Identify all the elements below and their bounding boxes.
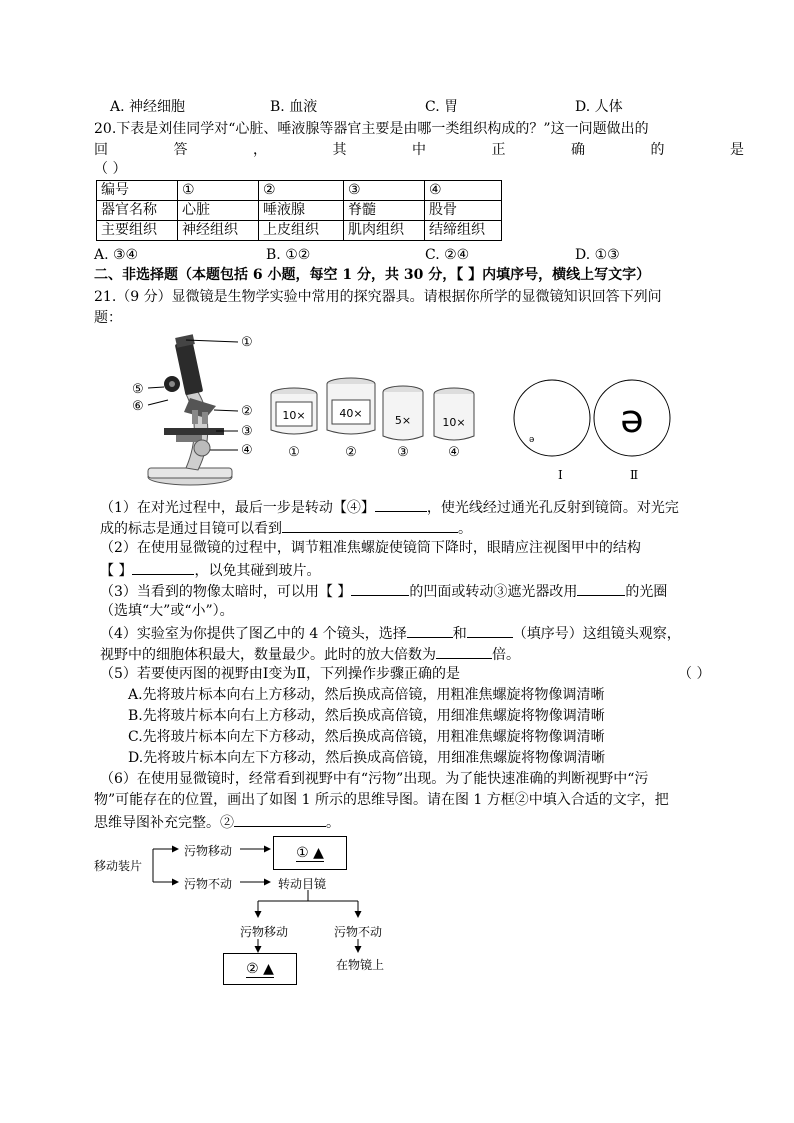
q21-part6-line2: 物”可能存在的位置，画出了如图 1 所示的思维导图。请在图 1 方框②中填入合适的文字，把 (94, 792, 669, 808)
table-cell: ② (259, 181, 344, 201)
q20-char: 确 (571, 142, 585, 158)
q20-table (96, 180, 502, 241)
lens-1-mag: 10× (282, 409, 306, 422)
q20-char: 正 (491, 142, 506, 158)
q21-stem-line2: 题： (94, 310, 122, 326)
answer-blank[interactable] (577, 580, 625, 596)
q21-stem-line1: 21.（9 分）显微镜是生物学实验中常用的探究器具。请根据你所学的显微镜知识回答下列问 (94, 289, 662, 305)
answer-blank[interactable] (407, 622, 453, 638)
mindmap-leaf1: 污物移动 (240, 925, 289, 939)
lens-1 (271, 388, 317, 460)
q20-option-b: B. ①② (266, 247, 311, 263)
table-cell: 器官名称 (97, 201, 178, 221)
table-cell: 结缔组织 (425, 221, 502, 241)
answer-blank[interactable] (132, 559, 194, 575)
scope-label-1: ① (241, 335, 253, 350)
microscope-drawing (148, 334, 232, 485)
lens-3-number: ③ (397, 445, 409, 460)
q21-part5-stem: （5）若要使丙图的视野由Ⅰ变为Ⅱ，下列操作步骤正确的是 (100, 666, 460, 682)
table-row (97, 201, 502, 221)
q20-char: 中 (412, 142, 426, 158)
scope-label-3: ③ (241, 424, 253, 439)
view-1-label: Ⅰ (558, 468, 563, 482)
lens-2-mag: 40× (339, 407, 363, 420)
table-cell: 心脏 (178, 201, 259, 221)
section2-title: 二、非选择题（本题包括 6 小题，每空 1 分，共 30 分，【 】内填序号，横线上写文字） (94, 267, 651, 283)
scope-label-6: ⑥ (132, 399, 144, 414)
q21-part5-option-c: C.先将玻片标本向左下方移动，然后换成高倍镜，用粗准焦螺旋将物像调清晰 (128, 729, 605, 745)
field-of-view-1 (514, 380, 590, 482)
field-of-view-2 (594, 380, 670, 482)
q21-part6-text: 思维导图补充完整。② (94, 815, 234, 831)
answer-blank[interactable] (234, 811, 326, 827)
scope-label-5: ⑤ (132, 382, 144, 397)
q20-char: 的 (650, 142, 665, 158)
q20-stem-line2 (94, 140, 744, 160)
q21-part5-option-a: A.先将玻片标本向右上方移动，然后换成高倍镜，用粗准焦螺旋将物像调清晰 (128, 687, 605, 703)
answer-blank[interactable] (436, 643, 492, 659)
q21-part3-text: 的光圈 (625, 584, 668, 600)
lens-4-number: ④ (448, 445, 460, 460)
table-cell: 神经组织 (178, 221, 259, 241)
table-cell: ① (178, 181, 259, 201)
q21-part1-line1 (100, 496, 679, 518)
lens-1-number: ① (288, 445, 300, 460)
table-row (97, 221, 502, 241)
scope-label-4: ④ (241, 443, 253, 458)
q21-part1-text: ，使光线经过通光孔反射到镜筒。对光完 (426, 500, 679, 516)
lens-4-mag: 10× (442, 416, 466, 429)
q19-option-b: B. 血液 (270, 99, 318, 115)
answer-blank[interactable] (282, 517, 458, 533)
microscope-figure (120, 332, 680, 490)
q21-part2-line1: （2）在使用显微镜的过程中，调节粗准焦螺旋使镜筒下降时，眼睛应注视图甲中的结构 (100, 540, 641, 556)
table-cell: 编号 (97, 181, 178, 201)
lens-2 (327, 378, 375, 460)
table-cell: 上皮组织 (259, 221, 344, 241)
q21-part1-text: 成的标志是通过目镜可以看到 (100, 521, 282, 537)
mindmap-leaf2-result: 在物镜上 (336, 958, 385, 972)
q20-stem-line1: 20.下表是刘佳同学对“心脏、唾液腺等器官主要是由哪一类组织构成的？”这一问题做出的 (94, 121, 649, 137)
mindmap-box2 (223, 953, 297, 985)
q21-part4-text: 倍。 (492, 647, 520, 663)
q21-part4-text: （填序号）这组镜头观察， (512, 626, 681, 642)
lens-3-mag: 5× (394, 414, 412, 427)
table-cell: 肌肉组织 (344, 221, 425, 241)
lens-3 (383, 386, 423, 460)
table-cell: ④ (425, 181, 502, 201)
table-cell: ③ (344, 181, 425, 201)
mindmap-box2-text: ② ▲ (246, 961, 274, 977)
q20-option-d: D. ①③ (575, 247, 620, 263)
q21-part5-option-b: B.先将玻片标本向右上方移动，然后换成高倍镜，用细准焦螺旋将物像调清晰 (128, 708, 605, 724)
q21-part3-line1 (100, 580, 667, 602)
q21-part4-text: 和 (452, 626, 467, 642)
q20-char: 答 (173, 142, 188, 158)
q21-part1-text: 。 (458, 521, 472, 537)
q20-char: 是 (730, 142, 744, 158)
mindmap-box1 (273, 836, 347, 870)
q21-part4-line2 (100, 643, 520, 665)
mindmap-branch1: 污物移动 (184, 844, 233, 858)
q21-part3-text: （3）当看到的物像太暗时，可以用【 】 (100, 584, 352, 600)
q20-char: ， (253, 142, 267, 158)
q21-part6-text: 。 (326, 815, 340, 831)
q21-part1-text: （1）在对光过程中，最后一步是转动【④】 (100, 500, 375, 516)
q21-part4-line1 (100, 622, 681, 644)
q19-option-a: A. 神经细胞 (110, 99, 186, 115)
q21-part2-line2 (100, 559, 320, 581)
q21-part2-text: 【 】 (100, 563, 133, 579)
q20-option-c: C. ②④ (425, 247, 470, 263)
answer-blank[interactable] (351, 580, 409, 596)
view-2-symbol: ə (620, 397, 644, 441)
view-2-label: Ⅱ (630, 468, 639, 482)
mindmap-box1-text: ① ▲ (296, 845, 324, 861)
q21-part3-line2: （选填“大”或“小”）。 (100, 603, 234, 619)
q21-part4-text: 视野中的细胞体积最大，数量最少。此时的放大倍数为 (100, 647, 436, 663)
q21-part6-line1: （6）在使用显微镜时，经常看到视野中有“污物”出现。为了能快速准确的判断视野中“污 (100, 771, 649, 787)
table-cell: 股骨 (425, 201, 502, 221)
answer-blank[interactable] (467, 622, 513, 638)
q20-option-a: A. ③④ (94, 247, 139, 263)
q20-char: 其 (332, 142, 347, 158)
q21-part6-line3 (94, 811, 340, 833)
q21-part1-line2 (100, 517, 472, 539)
q19-option-d: D. 人体 (575, 99, 623, 115)
mindmap-root: 移动装片 (94, 859, 143, 873)
scope-label-2: ② (241, 404, 253, 419)
table-row (97, 181, 502, 201)
mindmap-leaf2: 污物不动 (334, 925, 383, 939)
q21-part2-text: ，以免其碰到玻片。 (194, 563, 321, 579)
table-cell: 唾液腺 (259, 201, 344, 221)
q21-part4-text: （4）实验室为你提供了图乙中的 4 个镜头，选择 (100, 626, 407, 642)
mindmap-branch2: 污物不动 (184, 877, 233, 891)
view-1-symbol: ə (529, 435, 535, 445)
lens-4 (434, 388, 474, 460)
table-cell: 脊髓 (344, 201, 425, 221)
q20-answer-paren: （ ） (94, 161, 127, 177)
mindmap-step: 转动目镜 (278, 877, 327, 891)
lens-2-number: ② (345, 445, 357, 460)
q21-part5-answer-paren: （ ） (678, 666, 711, 682)
q21-part5-option-d: D.先将玻片标本向左下方移动，然后换成高倍镜，用细准焦螺旋将物像调清晰 (128, 750, 606, 766)
table-cell: 主要组织 (97, 221, 178, 241)
answer-blank[interactable] (375, 496, 427, 512)
q21-part3-text: 的凹面或转动③遮光器改用 (409, 584, 578, 600)
q20-char: 回 (94, 142, 108, 158)
q19-option-c: C. 胃 (425, 99, 459, 115)
